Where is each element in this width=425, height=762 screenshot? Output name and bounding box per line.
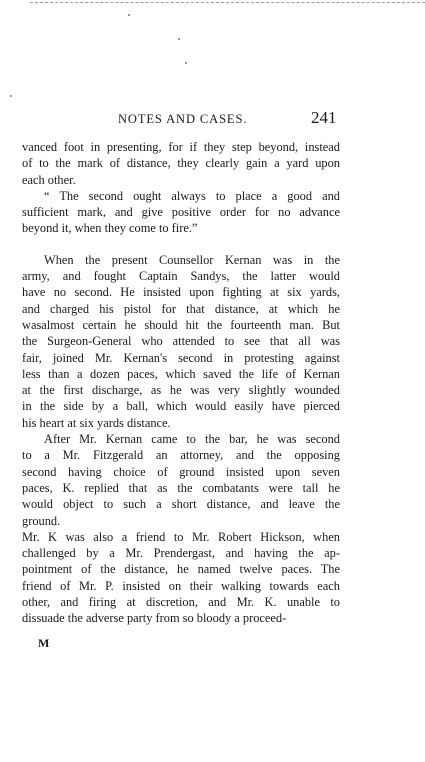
paragraph: [22, 431, 340, 529]
text-line: dissuade the adverse party from so bloody a proceed-: [22, 611, 287, 626]
signature-mark: M: [38, 636, 50, 650]
text-line: second having choice of ground insisted upon seven: [22, 464, 340, 479]
speck: [178, 38, 180, 40]
text-line: to a Mr. Fitzgerald an attorney, and the opposing: [22, 448, 340, 463]
paragraph: [22, 188, 340, 237]
text-line: vanced foot in presenting, for if they step beyond, instead: [22, 140, 340, 154]
text-line: have no second. He insisted upon fighting at six yards,: [22, 285, 340, 300]
text-line: in the side by a ball, which would easily have pierced: [22, 399, 340, 414]
text-line: army, and fought Captain Sandys, the latter would: [22, 269, 340, 284]
paragraph: [22, 252, 340, 431]
text-line: When the present Counsellor Kernan was in the: [44, 252, 340, 267]
text-line: After Mr. Kernan came to the bar, he was second: [44, 432, 340, 447]
text-line: beyond it, when they come to fire.”: [22, 221, 198, 236]
text-line: pointment of the distance, he named twelve paces. The: [22, 562, 340, 577]
text-line: wasalmost certain he should hit the fourteenth man. But: [22, 317, 340, 332]
paragraph: [22, 139, 340, 188]
text-line: “ The second ought always to place a good and: [44, 188, 340, 203]
running-head: NOTES AND CASES.: [118, 112, 248, 126]
top-edge-rule: [30, 2, 425, 3]
speck: [10, 95, 12, 97]
text-line: ground.: [22, 513, 61, 528]
text-line: Mr. K was also a friend to Mr. Robert Hickson, when: [22, 529, 340, 544]
speck: [128, 14, 130, 16]
text-line: paces, K. replied that as the combatants were tall he: [22, 480, 340, 495]
body-text: [22, 139, 340, 627]
text-line: each other.: [22, 172, 76, 187]
text-line: and charged his pistol for that distance, at which he: [22, 301, 340, 316]
text-line: fair, joined Mr. Kernan's second in protesting against: [22, 350, 340, 365]
text-line: of to the mark of distance, they clearly gain a yard upon: [22, 156, 340, 171]
text-line: other, and firing at discretion, and Mr. K. unable to: [22, 595, 340, 610]
text-line: challenged by a Mr. Prendergast, and having the ap-: [22, 546, 340, 561]
page-number: 241: [311, 108, 337, 127]
text-line: sufficient mark, and give positive order for no advance: [22, 205, 340, 220]
text-line: friend of Mr. P. insisted on their walking towards each: [22, 578, 340, 593]
paragraph: [22, 529, 340, 627]
text-line: would object to such a short distance, and leave the: [22, 497, 340, 512]
text-line: his heart at six yards distance.: [22, 415, 171, 430]
text-line: less than a dozen paces, which saved the life of Kernan: [22, 366, 340, 381]
text-line: the Surgeon-General who attended to see that all was: [22, 334, 340, 349]
text-line: at the first discharge, as he was very slightly wounded: [22, 383, 340, 398]
speck: [185, 62, 187, 64]
